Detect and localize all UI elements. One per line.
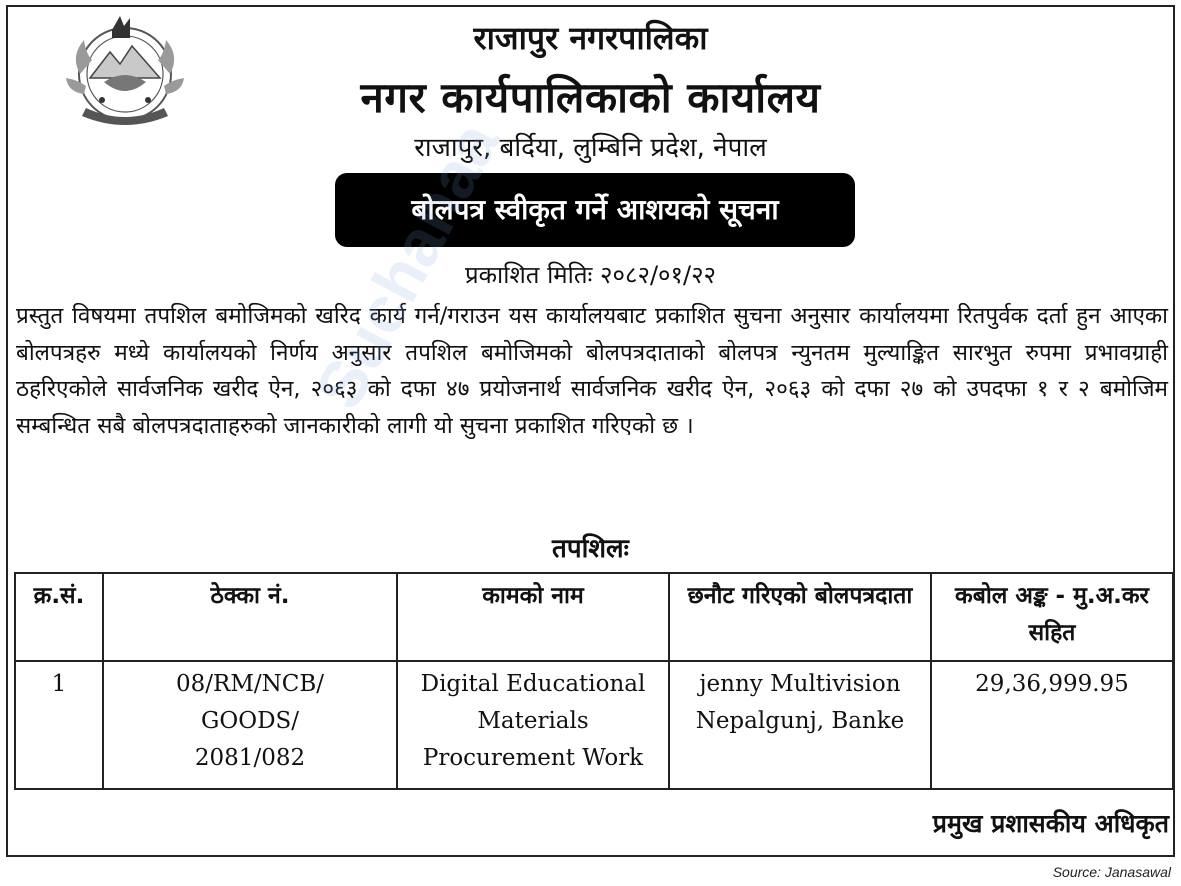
notice-title: बोलपत्र स्वीकृत गर्ने आशयको सूचना xyxy=(335,173,855,247)
table-row xyxy=(15,661,1173,789)
bidder-line: Nepalgunj, Banke xyxy=(695,708,905,734)
department-title: नगर कार्यपालिकाको कार्यालय xyxy=(360,73,821,122)
work-name-line: Materials xyxy=(477,708,589,734)
notice-body: प्रस्तुत विषयमा तपशिल बमोजिमको खरिद कार्य गर्न/गराउन यस कार्यालयबाट प्रकाशित सुचना अनुसार कार्यालयमा रितपुर्वक दर्ता हुन आएका बोलपत्रहरु मध्ये कार्यालयको निर्णय अनुसार तपशिल बमोजिमको बोलपत्रदाताको बोलपत्र न्युनतम मुल्याङ्कित सारभुत रुपमा प्रभावग्राही ठहरिएकोले सार्वजनिक खरीद ऐन, २०६३ को दफा ४७ प्रयोजनार्थ सार्वजनिक खरीद ऐन, २०६३ को दफा २७ को उपदफा १ र २ बमोजिम सम्बन्धित सबै बोलपत्रदाताहरुको जानकारीको लागी यो सुचना प्रकाशित गरिएको छ । xyxy=(16,303,1168,439)
published-date: प्रकाशित मितिः २०८२/०१/२२ xyxy=(464,261,717,289)
contract-no-line: 08/RM/NCB/ xyxy=(175,671,324,697)
column-header-bidder: छनौट गरिएको बोलपत्रदाता xyxy=(669,573,931,661)
work-name-line: Procurement Work xyxy=(422,745,644,771)
cell-contract-no xyxy=(103,661,397,789)
bidder-line: jenny Multivision xyxy=(699,671,901,697)
signatory-title: प्रमुख प्रशासकीय अधिकृत xyxy=(932,809,1169,838)
office-name: राजापुर नगरपालिका xyxy=(473,19,708,57)
cell-sn: 1 xyxy=(15,661,103,789)
column-header-amount: कबोल अङ्क - मु.अ.कर सहित xyxy=(931,573,1173,661)
source-credit: Source: Janasawal xyxy=(1052,864,1171,880)
column-header-sn: क्र.सं. xyxy=(15,573,103,661)
column-header-work-name: कामको नाम xyxy=(397,573,669,661)
contract-no-line: GOODS/ xyxy=(200,708,300,734)
schedule-heading: तपशिलः xyxy=(552,534,629,564)
work-name-line: Digital Educational xyxy=(420,671,646,697)
cell-work-name xyxy=(397,661,669,789)
cell-bidder xyxy=(669,661,931,789)
cell-amount: 29,36,999.95 xyxy=(931,661,1173,789)
column-header-contract-no: ठेक्का नं. xyxy=(103,573,397,661)
table-header-row xyxy=(15,573,1173,661)
office-address: राजापुर, बर्दिया, लुम्बिनि प्रदेश, नेपाल xyxy=(414,133,767,163)
contract-no-line: 2081/082 xyxy=(194,745,306,771)
award-table xyxy=(14,572,1174,790)
watermark: Suchanaa xyxy=(300,110,513,421)
